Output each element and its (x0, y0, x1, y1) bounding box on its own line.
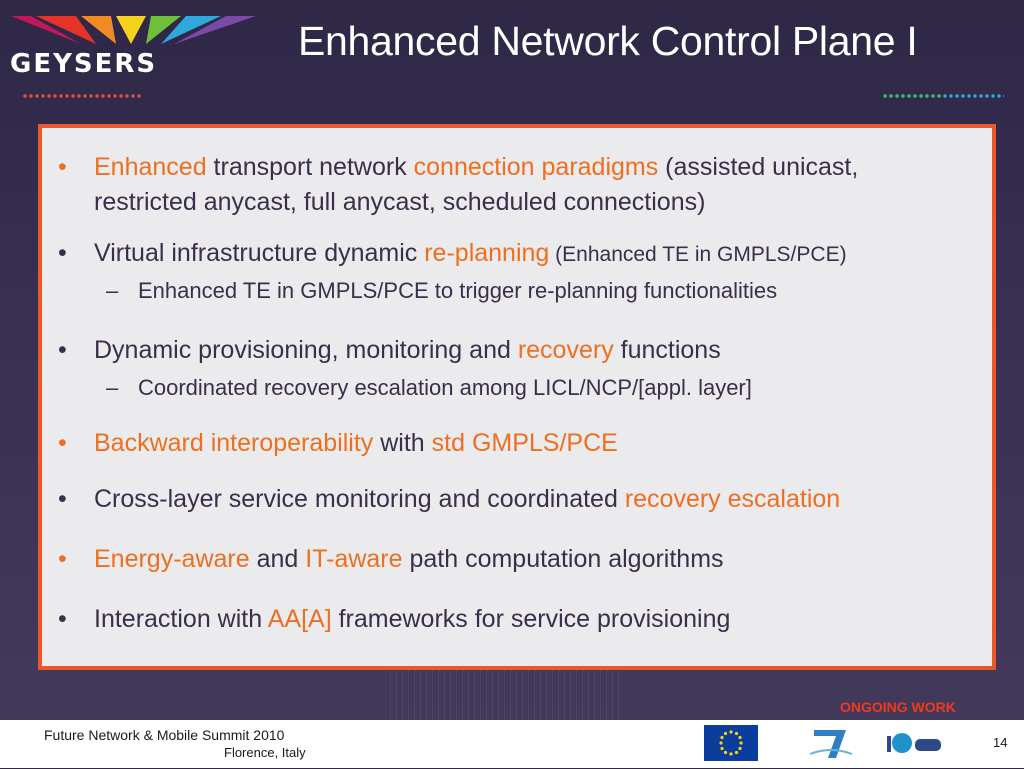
bullet-mark: • (58, 429, 67, 457)
bullet-text: Interaction with (94, 605, 268, 633)
bullet-text: path computation algorithms (402, 545, 724, 573)
bullet-re-planning (58, 236, 972, 272)
bullet-connection-paradigms (58, 150, 972, 220)
fp7-logo-icon (806, 724, 856, 764)
bullet-text: transport network (206, 153, 414, 181)
bullet-mark: • (58, 336, 67, 364)
sub-bullet-text: Enhanced TE in GMPLS/PCE to trigger re-planning functionalities (138, 278, 778, 303)
dash-mark: – (106, 278, 119, 303)
highlight-text: recovery escalation (624, 485, 841, 513)
bullet-text: with (373, 429, 432, 457)
logo-wordmark: GEYSERS (10, 49, 158, 76)
highlight-text: std GMPLS/PCE (431, 429, 618, 457)
bullet-text: Virtual infrastructure dynamic (94, 239, 425, 267)
highlight-text: Enhanced (94, 153, 207, 181)
ongoing-work-label: ONGOING WORK (840, 699, 956, 715)
i2cat-logo-icon (884, 728, 946, 764)
bullet-text: (assisted unicast, (658, 153, 859, 181)
background-decoration (390, 662, 620, 722)
bullet-text: and (249, 545, 306, 573)
bullet-mark: • (58, 485, 67, 513)
highlight-text: re-planning (424, 239, 550, 267)
bullet-cross-layer (58, 482, 972, 517)
highlight-text: Energy-aware (94, 545, 250, 573)
highlight-text: Backward interoperability (94, 429, 374, 457)
bullet-mark: • (58, 605, 67, 633)
bullet-text: Cross-layer service monitoring and coordinated (94, 485, 625, 513)
dash-mark: – (106, 375, 119, 400)
bullet-backward-interoperability (58, 426, 972, 461)
sub-bullet-coordinated-recovery (106, 373, 972, 403)
page-number: 14 (993, 735, 1008, 750)
footer-location: Florence, Italy (224, 745, 306, 760)
highlight-text: IT-aware (305, 545, 403, 573)
bullet-mark: • (58, 239, 67, 267)
sub-bullet-text: Coordinated recovery escalation among LICL/NCP/[appl. layer] (138, 375, 752, 400)
footer-event: Future Network & Mobile Summit 2010 (44, 727, 285, 743)
bullet-text: functions (613, 336, 721, 364)
bullet-text: frameworks for service provisioning (331, 605, 731, 633)
slide-title: Enhanced Network Control Plane I (298, 18, 918, 64)
highlight-text: AA[A] (267, 605, 332, 633)
eu-flag-icon (704, 725, 758, 761)
bullet-text: restricted anycast, full anycast, scheduled connections) (94, 188, 706, 216)
decorative-dots-left (22, 93, 142, 99)
bullet-mark: • (58, 153, 67, 181)
sub-bullet-enhanced-te (106, 276, 972, 306)
decorative-dots-right-green (882, 93, 942, 99)
content-box (38, 124, 996, 670)
bullet-text: Dynamic provisioning, monitoring and (94, 336, 518, 364)
bullet-energy-aware (58, 542, 972, 577)
highlight-text: connection paradigms (413, 153, 659, 181)
bullet-text: (Enhanced TE in GMPLS/PCE) (549, 243, 847, 266)
bullet-aaa-frameworks (58, 602, 972, 637)
bullet-dynamic-provisioning (58, 333, 972, 368)
bullet-mark: • (58, 545, 67, 573)
highlight-text: recovery (517, 336, 614, 364)
geysers-logo (6, 14, 258, 76)
